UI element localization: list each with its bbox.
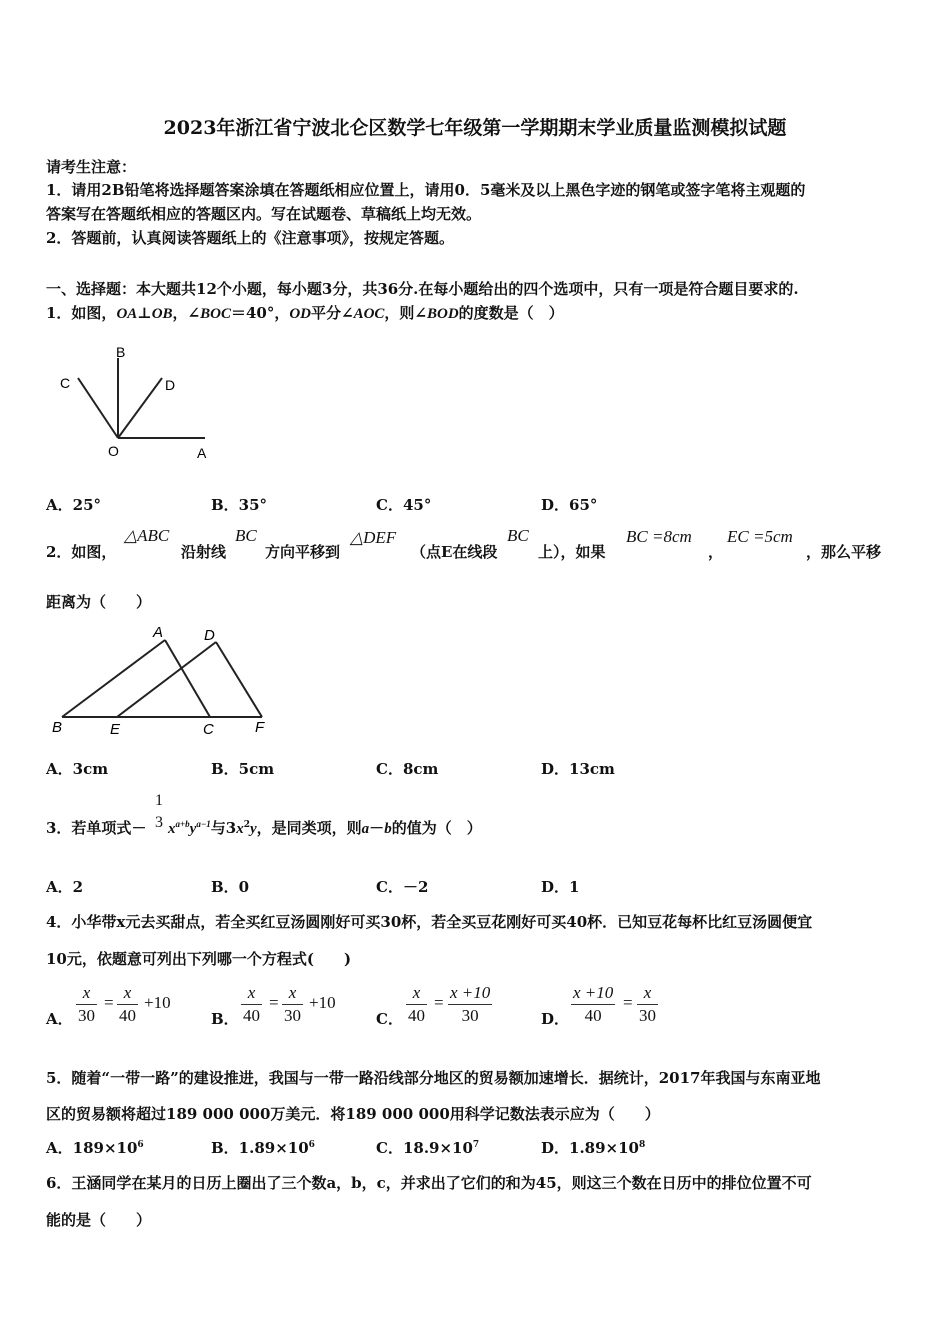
q2-text-1: 2．如图，	[46, 543, 117, 561]
page-title: 2023年浙江省宁波北仑区数学七年级第一学期期末学业质量监测模拟试题	[163, 117, 787, 139]
q2-text-2: 沿射线	[181, 543, 227, 561]
q2-text-6: ，	[708, 543, 724, 561]
question-1-figure	[50, 340, 220, 470]
question-1-stem: 1．如图，OA⊥OB，∠BOC＝40°，OD平分∠AOC，则∠BOD的度数是（ ）	[46, 304, 564, 322]
figure1-label-o: O	[108, 443, 119, 459]
q3-option-c[interactable]: C．－2	[376, 878, 429, 896]
figure2-label-a: A	[153, 624, 164, 641]
q4-c-fraction-2: $\frac{x +10}{30}$	[450, 983, 491, 1025]
q5-option-b[interactable]: B．$1.89\times 10^6$	[211, 1139, 315, 1157]
notice-line-1: 1．请用2B铅笔将选择题答案涂填在答题纸相应位置上，请用0．5毫米及以上黑色字迹的钢笔或签字笔将主观题的	[46, 181, 806, 199]
q1-option-b[interactable]: B．35°	[211, 496, 268, 514]
section-heading: 一、选择题：本大题共12个小题，每小题3分，共36分.在每小题给出的四个选项中，只有一项是符合题目要求的.	[46, 280, 799, 298]
figure1-label-a: A	[197, 445, 207, 461]
figure2-label-c: C	[203, 721, 214, 738]
figure1-label-d: D	[165, 377, 176, 393]
q6-text-line-1: 6．王涵同学在某月的日历上圈出了三个数a，b，c，并求出了它们的和为45，则这三个数在日历中的排位位置不可	[46, 1174, 812, 1192]
q2-formula-triangle-abc: △ABC	[124, 526, 170, 545]
q2-option-c[interactable]: C．8cm	[376, 760, 439, 778]
question-2-figure	[50, 622, 280, 744]
q4-a-equals: =	[104, 993, 114, 1012]
q4-option-b[interactable]: B．	[211, 1010, 239, 1028]
q4-b-equals: =	[269, 993, 279, 1012]
q4-b-fraction-2: $\frac{x}{30}$	[284, 983, 301, 1025]
q3-fraction-one-third: 1 3	[155, 792, 163, 831]
q4-text-line-1: 4．小华带x元去买甜点，若全买红豆汤圆刚好可买30杯，若全买豆花刚好可买40杯．已知豆花每杯比红豆汤圆便宜	[46, 913, 813, 931]
q4-a-tail: +10	[144, 993, 171, 1012]
q4-d-fraction-2: $\frac{x}{30}$	[639, 983, 656, 1025]
q3-text-1: 3．若单项式－	[46, 819, 147, 837]
q5-option-d[interactable]: D．$1.89\times 10^8$	[541, 1139, 646, 1157]
q1-option-d[interactable]: D．65°	[541, 496, 598, 514]
q4-text-line-2: 10元，依题意可列出下列哪一个方程式( )	[46, 950, 352, 968]
q4-c-fraction-1: $\frac{x}{40}$	[408, 983, 425, 1025]
figure2-label-d: D	[204, 627, 215, 644]
q3-option-a[interactable]: A．2	[46, 878, 84, 896]
q3-option-b[interactable]: B．0	[211, 878, 250, 896]
q5-text-line-2: 区的贸易额将超过189 000 000万美元．将189 000 000用科学记数法表示应为（ ）	[46, 1105, 660, 1123]
q4-option-c[interactable]: C．	[376, 1010, 403, 1028]
q2-option-b[interactable]: B．5cm	[211, 760, 275, 778]
q2-formula-ec-5cm: EC =5cm	[727, 527, 793, 546]
q4-a-fraction-2: $\frac{x}{40}$	[119, 983, 136, 1025]
q2-text-7: ，那么平移	[806, 543, 882, 561]
q4-option-d[interactable]: D．	[541, 1010, 570, 1028]
q4-c-equals: =	[434, 993, 444, 1012]
q2-text-5: 上），如果	[538, 543, 606, 561]
figure2-label-f: F	[255, 719, 265, 736]
q6-text-line-2: 能的是（ ）	[46, 1211, 152, 1229]
q2-formula-bc-8cm: BC =8cm	[626, 527, 692, 546]
q4-b-fraction-1: $\frac{x}{40}$	[243, 983, 260, 1025]
q2-text-3: 方向平移到	[265, 543, 341, 561]
q3-option-d[interactable]: D．1	[541, 878, 580, 896]
q1-option-a[interactable]: A．25°	[46, 496, 102, 514]
q3-monomial: $x^{a+b}y^{a-1}$与$3x^2y$，是同类项，则a－b的值为（ ）	[168, 819, 482, 837]
q4-a-fraction-1: $\frac{x}{30}$	[78, 983, 95, 1025]
q2-option-a[interactable]: A．3cm	[46, 760, 109, 778]
q4-d-fraction-1: $\frac{x +10}{40}$	[573, 983, 614, 1025]
q4-d-equals: =	[623, 993, 633, 1012]
q2-formula-bc-2: BC	[507, 526, 529, 545]
q5-text-line-1: 5．随着“一带一路”的建设推进，我国与一带一路沿线部分地区的贸易额加速增长．据统计，2017年我国与东南亚地	[46, 1069, 821, 1087]
figure1-label-c: C	[60, 375, 71, 391]
q4-option-a[interactable]: A．	[46, 1010, 73, 1028]
q4-b-tail: +10	[309, 993, 336, 1012]
q1-option-c[interactable]: C．45°	[376, 496, 432, 514]
q2-text-4: （点E在线段	[411, 543, 498, 561]
q5-option-a[interactable]: A．$189\times 10^6$	[46, 1139, 144, 1157]
q2-formula-bc: BC	[235, 526, 257, 545]
figure2-label-b: B	[52, 719, 63, 736]
q2-formula-triangle-def: △DEF	[350, 528, 397, 547]
notice-line-2: 2．答题前，认真阅读答题纸上的《注意事项》，按规定答题。	[46, 229, 454, 247]
notice-heading: 请考生注意：	[46, 158, 137, 176]
figure1-label-b: B	[116, 344, 126, 360]
q5-option-c[interactable]: C．$18.9\times 10^7$	[376, 1139, 480, 1157]
q2-text-line-2: 距离为（ ）	[46, 593, 152, 611]
figure2-label-e: E	[110, 721, 121, 738]
q2-option-d[interactable]: D．13cm	[541, 760, 615, 778]
notice-line-1b: 答案写在答题纸相应的答题区内。写在试题卷、草稿纸上均无效。	[46, 205, 482, 223]
